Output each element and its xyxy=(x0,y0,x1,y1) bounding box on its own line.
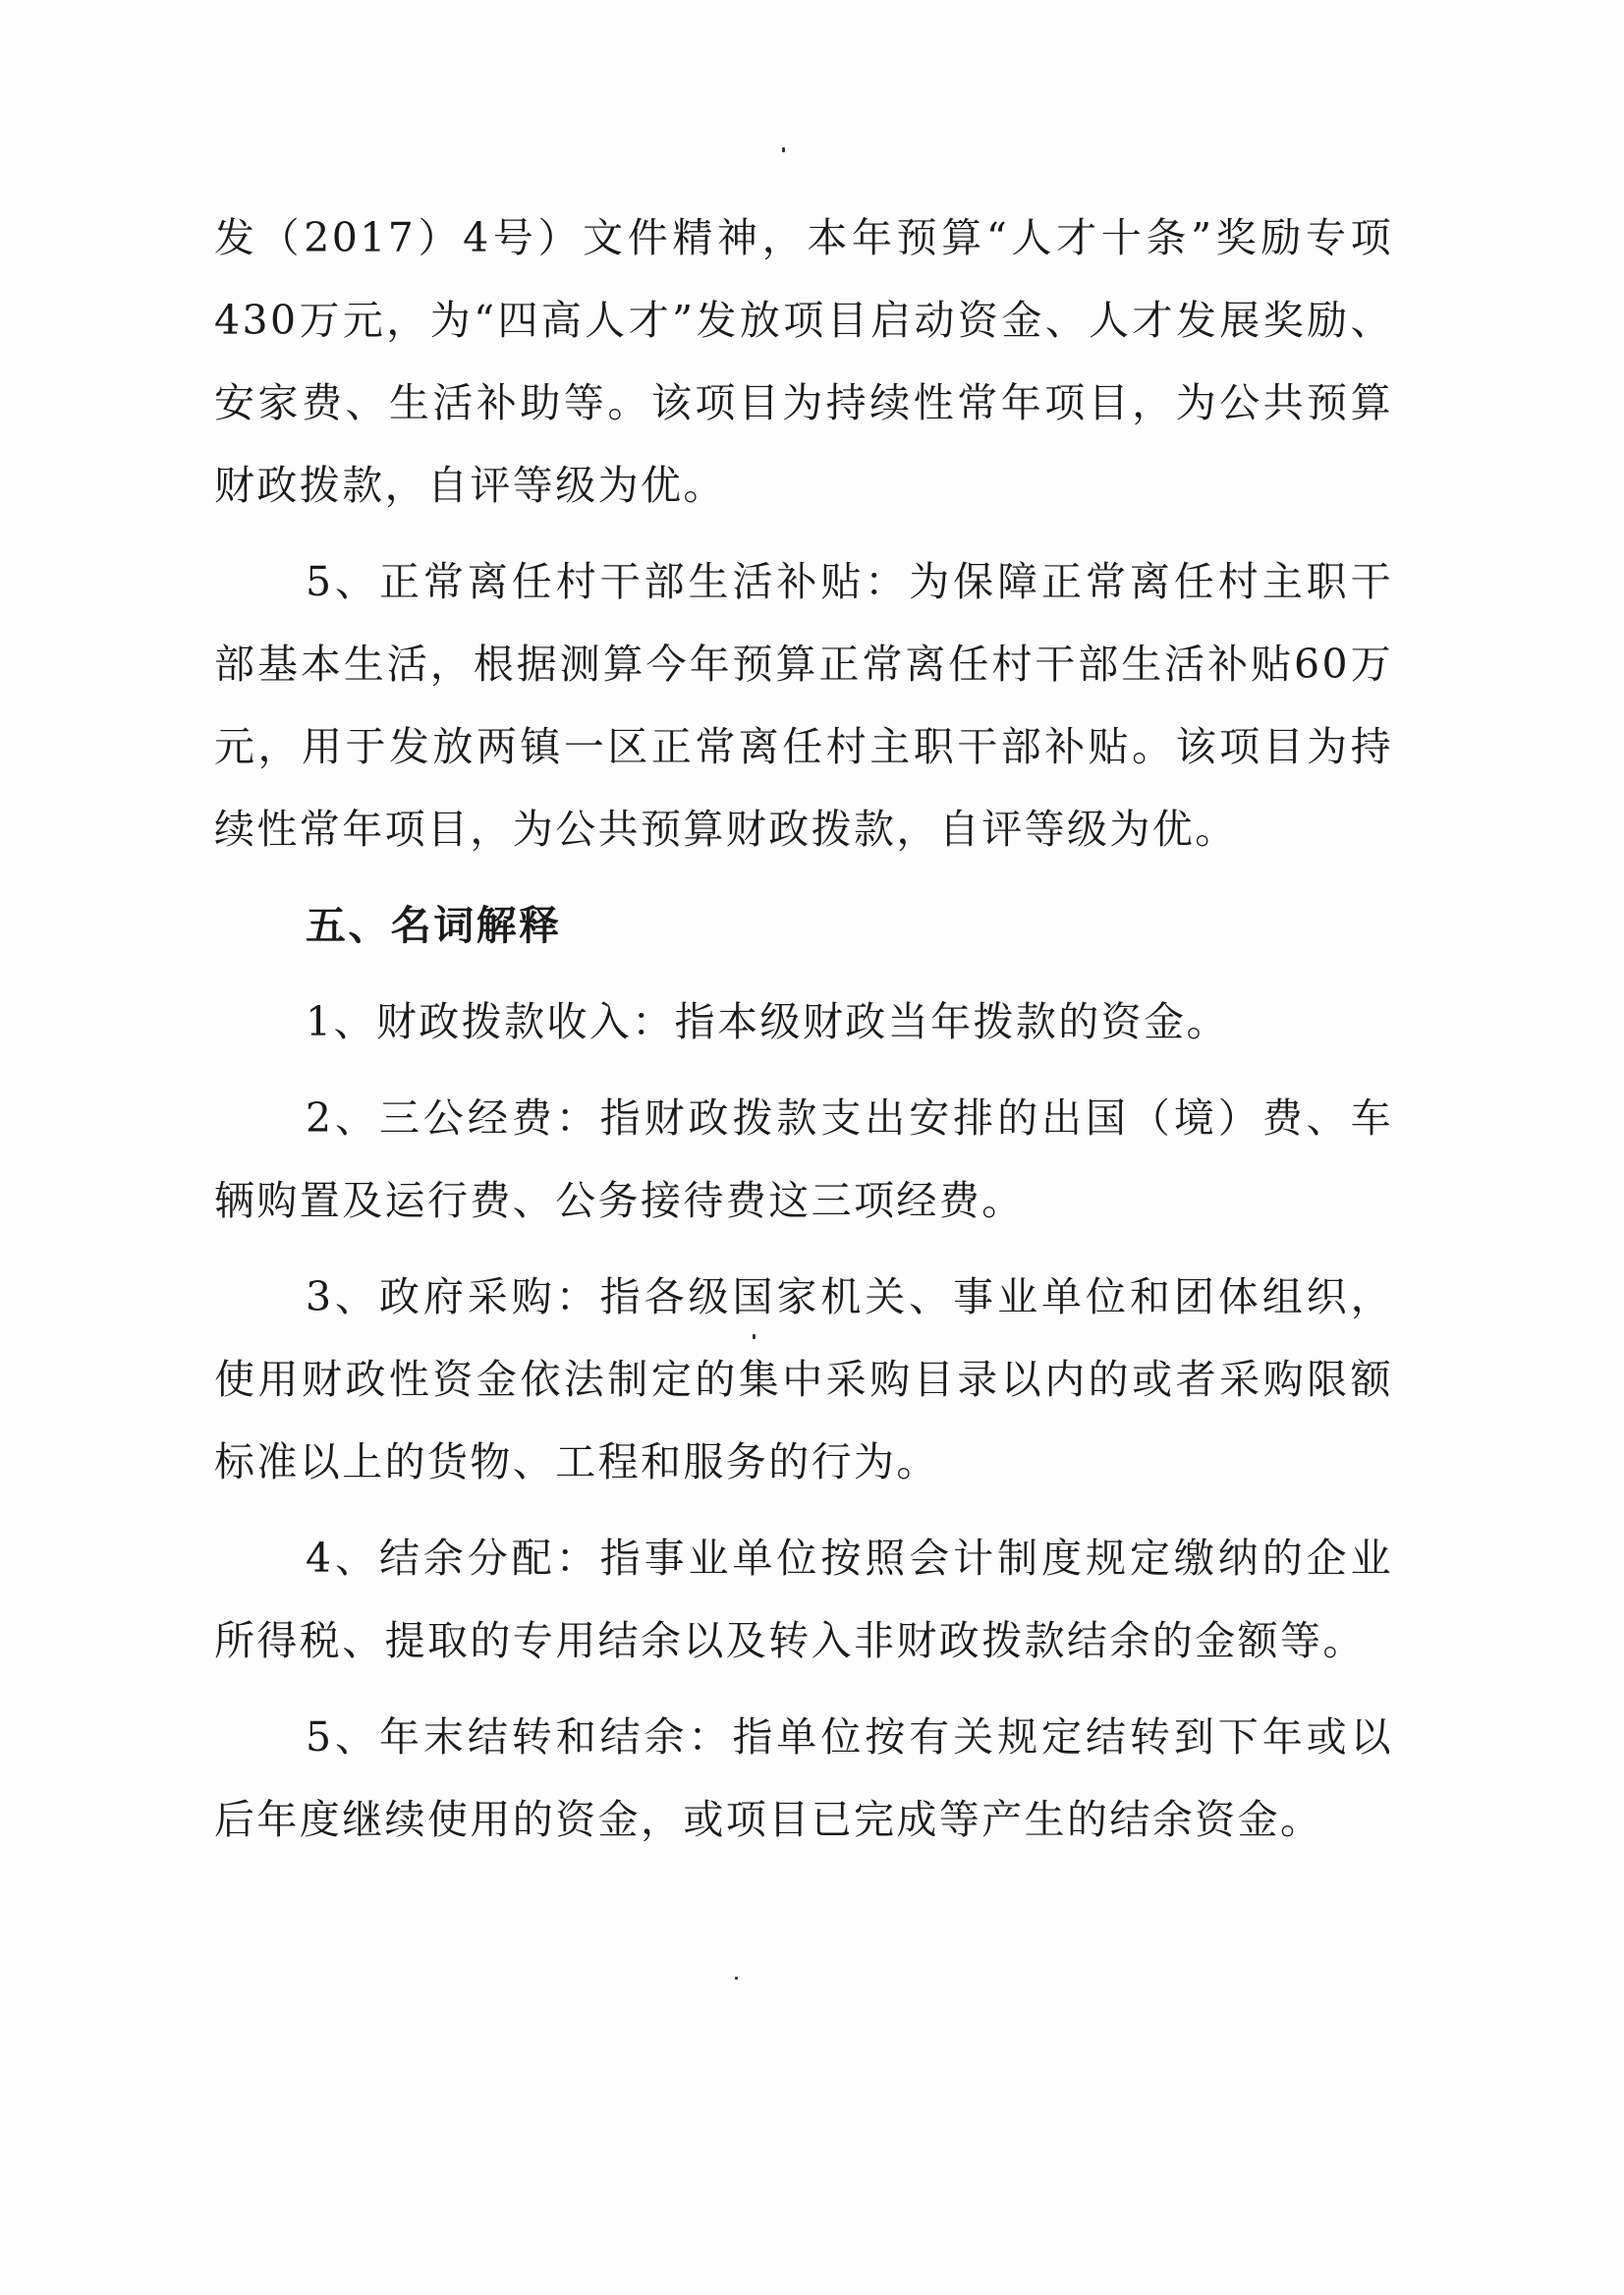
section-heading-glossary: 五、名词解释 xyxy=(306,902,562,949)
scan-speck xyxy=(735,1977,738,1980)
paragraph-talent-project: 发（2017）4号）文件精神，本年预算“人才十条”奖励专项430万元，为“四高人才”发放项目启动资金、人才发展奖励、安家费、生活补助等。该项目为持续性常年项目，为公共预算财政拨款，自评等级为优。 xyxy=(214,214,1393,509)
definition-three-public-expenses: 2、三公经费：指财政拨款支出安排的出国（境）费、车辆购置及运行费、公务接待费这三项经费。 xyxy=(214,1094,1393,1224)
definition-year-end-carryover: 5、年末结转和结余：指单位按有关规定结转到下年或以后年度继续使用的资金，或项目已完成等产生的结余资金。 xyxy=(214,1713,1393,1843)
scan-speck xyxy=(782,147,785,152)
definition-surplus-distribution: 4、结余分配：指事业单位按照会计制度规定缴纳的企业所得税、提取的专用结余以及转入非财政拨款结余的金额等。 xyxy=(214,1535,1393,1664)
definition-government-procurement: 3、政府采购：指各级国家机关、事业单位和团体组织，使用财政性资金依法制定的集中采购目录以内的或者采购限额标准以上的货物、工程和服务的行为。 xyxy=(214,1273,1393,1485)
document-body xyxy=(214,196,1393,1861)
definition-fiscal-appropriation: 1、财政拨款收入：指本级财政当年拨款的资金。 xyxy=(306,998,1229,1045)
paragraph-village-cadre-subsidy: 5、正常离任村干部生活补贴：为保障正常离任村主职干部基本生活，根据测算今年预算正常离任村干部生活补贴60万元，用于发放两镇一区正常离任村主职干部补贴。该项目为持续性常年项目，为公共预算财政拨款，自评等级为优。 xyxy=(214,558,1393,853)
